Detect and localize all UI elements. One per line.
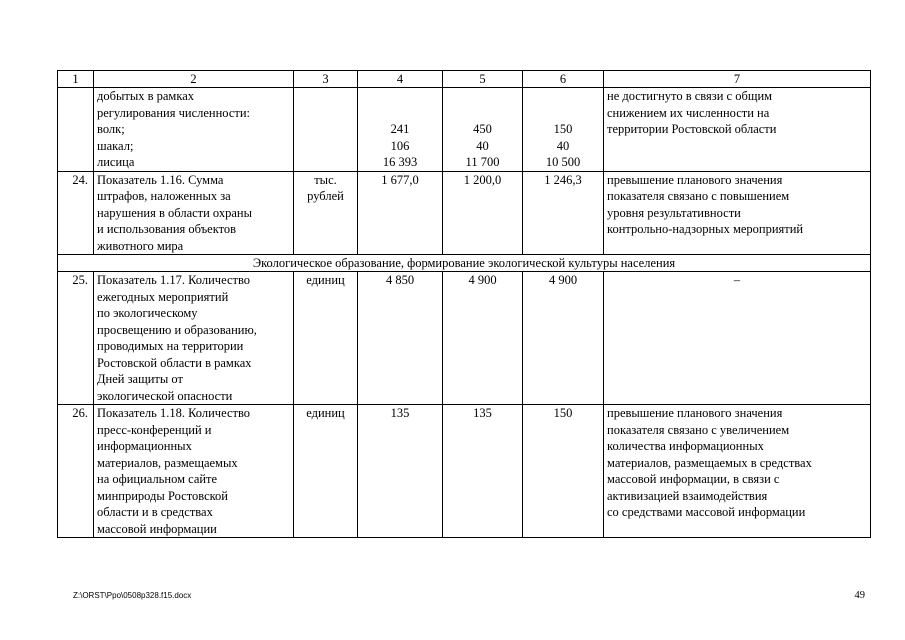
text-line: тыс. xyxy=(314,172,337,187)
text-line: превышение планового значения xyxy=(607,172,783,187)
column-number-row xyxy=(58,71,871,88)
value-line: 450 xyxy=(473,122,492,136)
text-line: со средствами массовой информации xyxy=(607,505,806,519)
value-line: 40 xyxy=(556,138,570,153)
table-row-continuation xyxy=(58,88,871,172)
header-cell: 3 xyxy=(294,71,358,88)
value-cell-col4: 135 xyxy=(358,405,443,538)
row-number-cell: 24. xyxy=(58,171,94,255)
text-line: добытых в рамках xyxy=(97,89,195,103)
text-line: массовой информации xyxy=(97,521,217,536)
text-line: количества информационных xyxy=(607,439,764,453)
text-line: Ростовской области в рамках xyxy=(97,355,252,370)
report-table xyxy=(57,70,871,538)
text-line: по экологическому xyxy=(97,306,198,320)
table-row-25 xyxy=(58,272,871,405)
text-line: волк; xyxy=(97,122,125,136)
text-line: материалов, размещаемых xyxy=(97,455,238,470)
unit-cell xyxy=(294,171,358,255)
text-line: территории Ростовской области xyxy=(607,122,777,136)
text-line: показателя связано с увеличением xyxy=(607,422,790,437)
text-line: минприроды Ростовской xyxy=(97,488,228,503)
text-line: снижением их численности на xyxy=(607,105,770,120)
value-cell-col6 xyxy=(523,88,604,172)
table-row-26 xyxy=(58,405,871,538)
text-line: лисица xyxy=(97,155,135,169)
row-number-cell: 26. xyxy=(58,405,94,538)
text-line: области и в средствах xyxy=(97,505,213,519)
indicator-name-cell xyxy=(94,272,294,405)
text-line: активизацией взаимодействия xyxy=(607,488,768,503)
note-cell xyxy=(604,88,871,172)
value-line: 40 xyxy=(476,138,489,153)
table-row-24 xyxy=(58,171,871,255)
text-line: и использования объектов xyxy=(97,222,237,236)
value-cell-col6: 1 246,3 xyxy=(523,171,604,255)
text-line: ежегодных мероприятий xyxy=(97,289,229,304)
text-line: проводимых на территории xyxy=(97,339,244,353)
text-line: нарушения в области охраны xyxy=(97,205,253,220)
value-cell-col5 xyxy=(443,88,523,172)
text-line: Показатель 1.16. Сумма xyxy=(97,172,224,187)
text-line: регулирования численности: xyxy=(97,105,251,120)
header-cell: 5 xyxy=(443,71,523,88)
text-line: пресс-конференций и xyxy=(97,422,212,437)
text-line: на официальном сайте xyxy=(97,472,218,486)
value-line: 10 500 xyxy=(545,155,581,169)
text-line: штрафов, наложенных за xyxy=(97,189,231,203)
text-line: рублей xyxy=(307,189,344,203)
text-line: экологической опасности xyxy=(97,388,233,403)
value-line: 11 700 xyxy=(465,155,500,169)
value-cell-col6: 4 900 xyxy=(523,272,604,405)
indicator-name-cell xyxy=(94,171,294,255)
text-line: показателя связано с повышением xyxy=(607,189,790,203)
text-line: Показатель 1.17. Количество xyxy=(97,273,251,287)
indicator-name-cell xyxy=(94,88,294,172)
unit-cell xyxy=(294,88,358,172)
row-number-cell xyxy=(58,88,94,172)
text-line: не достигнуто в связи с общим xyxy=(607,89,773,103)
text-line: контрольно-надзорных мероприятий xyxy=(607,222,804,236)
text-line: превышение планового значения xyxy=(607,406,783,420)
text-line: уровня результативности xyxy=(607,205,741,220)
row-number-cell: 25. xyxy=(58,272,94,405)
text-line: Дней защиты от xyxy=(97,372,183,386)
note-cell xyxy=(604,405,871,538)
unit-cell: единиц xyxy=(294,405,358,538)
header-cell: 1 xyxy=(58,71,94,88)
value-line: 150 xyxy=(553,122,573,136)
header-cell: 4 xyxy=(358,71,443,88)
file-path-footer: Z:\ORST\Ppo\0508p328.f15.docx xyxy=(73,591,192,600)
value-line: 241 xyxy=(390,122,410,136)
value-cell-col6: 150 xyxy=(523,405,604,538)
value-cell-col4: 1 677,0 xyxy=(358,171,443,255)
value-cell-col4 xyxy=(358,88,443,172)
text-line: информационных xyxy=(97,439,192,453)
text-line: животного мира xyxy=(97,238,184,253)
page-number: 49 xyxy=(854,590,865,601)
text-line: Показатель 1.18. Количество xyxy=(97,406,251,420)
value-cell-col4: 4 850 xyxy=(358,272,443,405)
header-cell: 6 xyxy=(523,71,604,88)
unit-cell: единиц xyxy=(294,272,358,405)
note-cell: – xyxy=(604,272,871,405)
header-cell: 2 xyxy=(94,71,294,88)
indicator-name-cell xyxy=(94,405,294,538)
header-cell: 7 xyxy=(604,71,871,88)
text-line: массовой информации, в связи с xyxy=(607,472,780,486)
value-cell-col5: 1 200,0 xyxy=(443,171,523,255)
note-cell xyxy=(604,171,871,255)
text-line: материалов, размещаемых в средствах xyxy=(607,455,812,470)
section-title: Экологическое образование, формирование экологической культуры населения xyxy=(58,255,871,272)
value-cell-col5: 135 xyxy=(443,405,523,538)
value-line: 106 xyxy=(390,138,410,153)
value-cell-col5: 4 900 xyxy=(443,272,523,405)
value-line: 16 393 xyxy=(382,155,418,169)
text-line: шакал; xyxy=(97,138,134,153)
text-line: просвещению и образованию, xyxy=(97,322,257,337)
section-header-row xyxy=(58,255,871,272)
